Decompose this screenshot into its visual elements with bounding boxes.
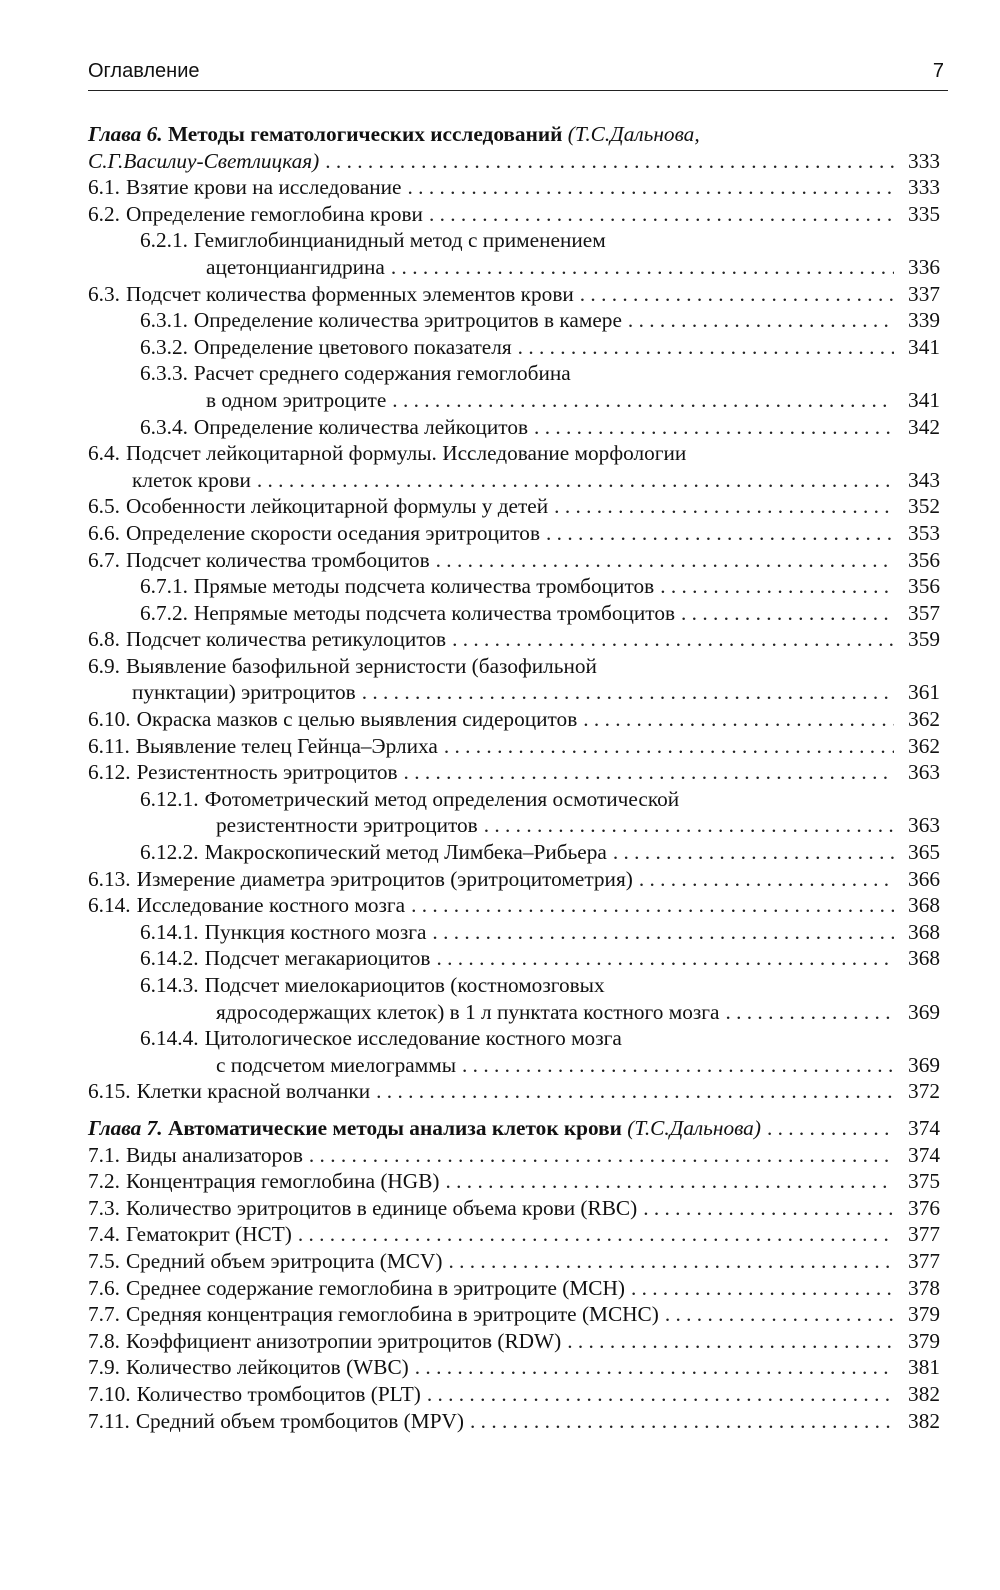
- toc-entry-number: 7.8.: [88, 1328, 120, 1353]
- toc-entry[interactable]: [88, 334, 940, 361]
- chapter-7-label: Глава 7.: [88, 1115, 163, 1140]
- toc-entry[interactable]: [88, 972, 940, 1025]
- toc-entry-page: 362: [908, 733, 940, 758]
- toc-entry-title: Макроскопический метод Лимбека–Рибьера: [204, 840, 607, 865]
- toc-entry[interactable]: [88, 1381, 940, 1408]
- toc-entry-number: 7.10.: [88, 1381, 131, 1406]
- toc-entry-title: Подсчет количества ретикулоцитов: [125, 627, 447, 652]
- toc-entry-title-cont: ядросодержащих клеток) в 1 л пунктата костного мозга: [216, 999, 720, 1024]
- toc-entry-page: 369: [908, 999, 940, 1024]
- toc-entry-page: 343: [908, 467, 940, 492]
- leader-dots: [444, 733, 894, 760]
- toc-entry-page: 365: [908, 840, 940, 865]
- toc-entry-page: 377: [908, 1248, 940, 1273]
- toc-entry-number: 7.9.: [88, 1355, 120, 1380]
- toc-entry-page: 336: [908, 254, 940, 279]
- toc-entry-title: Средняя концентрация гемоглобина в эритроците (MCHC): [125, 1302, 659, 1327]
- toc-entry[interactable]: [88, 1168, 940, 1195]
- toc-entry-title: Подсчет количества форменных элементов крови: [125, 281, 574, 306]
- toc-entry-number: 6.1.: [88, 175, 120, 200]
- leader-dots: [415, 1354, 894, 1381]
- chapter-7-authors: (Т.С.Дальнова): [627, 1115, 761, 1140]
- toc-entry-title: Гематокрит (HCT): [125, 1222, 292, 1247]
- leader-dots: [452, 626, 894, 653]
- running-title: Оглавление: [88, 60, 200, 82]
- toc-entry[interactable]: [88, 706, 940, 733]
- toc-entry-number: 7.4.: [88, 1222, 120, 1247]
- toc-entry-title: Количество тромбоцитов (PLT): [136, 1381, 421, 1406]
- leader-dots: [309, 1142, 894, 1169]
- leader-dots: [446, 1168, 895, 1195]
- leader-dots: [567, 1328, 894, 1355]
- toc-entry-page: 366: [908, 866, 940, 891]
- chapter-6-authors-line1: (Т.С.Дальнова,: [567, 122, 700, 146]
- chapter-6: [88, 121, 940, 1105]
- toc-entry-page: 363: [908, 813, 940, 838]
- toc-entry-number: 6.2.1.: [140, 228, 188, 253]
- toc-entry-title: Среднее содержание гемоглобина в эритроците (MCH): [125, 1275, 625, 1300]
- toc-entry[interactable]: [88, 227, 940, 280]
- leader-dots: [462, 1052, 894, 1079]
- toc-entry-title: Непрямые методы подсчета количества тромбоцитов: [193, 600, 676, 625]
- toc-entry-number: 7.1.: [88, 1142, 120, 1167]
- toc-entry[interactable]: [88, 573, 940, 600]
- chapter-6-entries: [88, 174, 940, 1105]
- toc-entry-title: Расчет среднего содержания гемоглобина: [193, 361, 571, 386]
- toc-entry[interactable]: [88, 360, 940, 413]
- toc-entry-title: Количество лейкоцитов (WBC): [125, 1355, 409, 1380]
- toc-entry[interactable]: [88, 626, 940, 653]
- toc-entry[interactable]: [88, 945, 940, 972]
- toc-entry[interactable]: [88, 1025, 940, 1078]
- leader-dots: [639, 866, 894, 893]
- leader-dots: [429, 201, 894, 228]
- toc-entry-number: 6.3.3.: [140, 361, 188, 386]
- leader-dots: [613, 839, 894, 866]
- leader-dots: [628, 307, 894, 334]
- toc-entry-title-cont: резистентности эритроцитов: [216, 813, 478, 838]
- toc-entry-title: Определение цветового показателя: [193, 334, 512, 359]
- toc-entry-page: 341: [908, 387, 940, 412]
- chapter-6-heading-cont: [88, 148, 940, 175]
- leader-dots: [580, 281, 894, 308]
- toc-entry-number: 6.12.: [88, 760, 131, 785]
- toc-entry-page: 339: [908, 308, 940, 333]
- toc-entry-title: Пункция костного мозга: [204, 919, 427, 944]
- toc-entry-title: Виды анализаторов: [125, 1142, 303, 1167]
- chapter-7-page: 374: [908, 1115, 940, 1140]
- toc-entry-number: 6.7.2.: [140, 600, 188, 625]
- toc-entry-title: Резистентность эритроцитов: [136, 760, 398, 785]
- toc-entry-title: Определение скорости оседания эритроцитов: [125, 520, 541, 545]
- leader-dots: [583, 706, 894, 733]
- toc-entry-title: Подсчет лейкоцитарной формулы. Исследование морфологии: [125, 441, 687, 466]
- toc-entry-title: Фотометрический метод определения осмотической: [204, 786, 680, 811]
- toc-entry-number: 6.14.3.: [140, 973, 199, 997]
- toc-entry-number: 6.14.4.: [140, 1026, 199, 1051]
- toc-entry[interactable]: [88, 414, 940, 441]
- toc-entry-page: 341: [908, 334, 940, 359]
- toc-entry-title: Измерение диаметра эритроцитов (эритроцитометрия): [136, 866, 633, 891]
- leader-dots: [432, 919, 894, 946]
- toc-entry-title: Подсчет миелокариоцитов (костномозговых: [204, 973, 605, 997]
- toc-entry-number: 6.14.: [88, 893, 131, 918]
- chapter-6-authors-line2: С.Г.Василиу-Светлицкая): [88, 148, 320, 173]
- toc-entry-page: 357: [908, 600, 940, 625]
- toc-entry-title: Подсчет мегакариоцитов: [204, 946, 431, 971]
- toc-entry[interactable]: [88, 1408, 940, 1435]
- page-number: 7: [932, 60, 944, 82]
- toc-entry-page: 359: [908, 627, 940, 652]
- toc-entry-page: 335: [908, 201, 940, 226]
- toc-entry-title: Окраска мазков с целью выявления сидероцитов: [136, 707, 578, 732]
- toc-entry-page: 363: [908, 760, 940, 785]
- leader-dots: [298, 1221, 894, 1248]
- toc-entry-number: 6.11.: [88, 733, 130, 758]
- toc-entry-title: Определение гемоглобина крови: [125, 201, 423, 226]
- toc-entry-page: 362: [908, 707, 940, 732]
- toc-entry-title: Количество эритроцитов в единице объема крови (RBC): [125, 1195, 638, 1220]
- toc-entry[interactable]: [88, 892, 940, 919]
- toc-entry-number: 6.3.2.: [140, 334, 188, 359]
- toc-entry-page: 368: [908, 893, 940, 918]
- leader-dots: [484, 812, 894, 839]
- toc-entry-page: 382: [908, 1408, 940, 1433]
- toc-entry[interactable]: [88, 1301, 940, 1328]
- toc-entry-page: 337: [908, 281, 940, 306]
- toc-entry-page: 379: [908, 1302, 940, 1327]
- toc-entry-page: 368: [908, 946, 940, 971]
- toc-entry-title: Подсчет количества тромбоцитов: [125, 547, 430, 572]
- toc-entry[interactable]: [88, 786, 940, 839]
- leader-dots: [660, 573, 894, 600]
- toc-entry-page: 333: [908, 175, 940, 200]
- toc-entry-page: 377: [908, 1222, 940, 1247]
- leader-dots: [631, 1275, 894, 1302]
- leader-dots: [554, 493, 894, 520]
- toc-entry[interactable]: [88, 600, 940, 627]
- toc-entry-number: 6.3.1.: [140, 308, 188, 333]
- toc-entry-title: Средний объем тромбоцитов (MPV): [135, 1408, 465, 1433]
- toc-entry-number: 7.6.: [88, 1275, 120, 1300]
- leader-dots: [404, 759, 894, 786]
- toc-entry-number: 6.13.: [88, 866, 131, 891]
- toc-entry-title: Особенности лейкоцитарной формулы у детей: [125, 494, 549, 519]
- toc-entry-page: 353: [908, 520, 940, 545]
- toc-entry-number: 6.6.: [88, 520, 120, 545]
- leader-dots: [436, 945, 894, 972]
- toc-entry-page: 382: [908, 1381, 940, 1406]
- toc-entry-number: 6.14.1.: [140, 919, 199, 944]
- toc-entry[interactable]: [88, 759, 940, 786]
- leader-dots: [392, 387, 894, 414]
- toc-entry-number: 6.15.: [88, 1079, 131, 1104]
- leader-dots: [448, 1248, 894, 1275]
- toc-entry[interactable]: [88, 281, 940, 308]
- toc-entry-title: Взятие крови на исследование: [125, 175, 402, 200]
- toc-entry-page: 361: [908, 680, 940, 705]
- toc-entry[interactable]: [88, 440, 940, 493]
- toc-entry-page: 352: [908, 494, 940, 519]
- toc-entry[interactable]: [88, 1275, 940, 1302]
- toc-entry[interactable]: [88, 1221, 940, 1248]
- toc-entry-title: Определение количества эритроцитов в камере: [193, 308, 622, 333]
- toc-entry-number: 6.8.: [88, 627, 120, 652]
- toc-entry-number: 7.11.: [88, 1408, 130, 1433]
- chapter-7: [88, 1115, 940, 1434]
- toc-entry-number: 6.7.: [88, 547, 120, 572]
- toc-entry-title-cont: ацетонциангидрина: [206, 254, 385, 279]
- toc-entry-number: 6.4.: [88, 441, 120, 466]
- chapter-7-heading: [88, 1115, 940, 1142]
- toc-entry-title-cont: с подсчетом миелограммы: [216, 1052, 457, 1077]
- toc-entry-number: 6.9.: [88, 653, 120, 678]
- toc-entry-title: Цитологическое исследование костного мозга: [204, 1026, 622, 1051]
- toc-entry[interactable]: [88, 866, 940, 893]
- chapter-7-entries: [88, 1142, 940, 1435]
- leader-dots: [436, 547, 894, 574]
- toc-entry-page: 356: [908, 547, 940, 572]
- toc-entry[interactable]: [88, 1078, 940, 1105]
- toc-entry[interactable]: [88, 520, 940, 547]
- table-of-contents: [88, 121, 940, 1434]
- leader-dots: [725, 999, 894, 1026]
- leader-dots: [391, 254, 894, 281]
- toc-entry-page: 378: [908, 1275, 940, 1300]
- toc-entry-title-cont: клеток крови: [132, 467, 251, 492]
- toc-entry-title-cont: в одном эритроците: [206, 387, 387, 412]
- toc-entry-number: 7.3.: [88, 1195, 120, 1220]
- toc-entry-number: 6.3.: [88, 281, 120, 306]
- toc-entry-title: Исследование костного мозга: [136, 893, 406, 918]
- toc-entry[interactable]: [88, 1195, 940, 1222]
- toc-entry[interactable]: [88, 307, 940, 334]
- toc-entry-number: 6.2.: [88, 201, 120, 226]
- leader-dots: [643, 1195, 894, 1222]
- chapter-7-title: Автоматические методы анализа клеток крови: [167, 1115, 622, 1140]
- leader-dots: [470, 1408, 894, 1435]
- toc-entry-page: 374: [908, 1142, 940, 1167]
- toc-entry-title: Гемиглобинцианидный метод с применением: [193, 228, 606, 253]
- toc-entry[interactable]: [88, 733, 940, 760]
- leader-dots: [411, 892, 894, 919]
- chapter-6-heading: [88, 121, 940, 148]
- toc-entry-title-cont: пунктации) эритроцитов: [132, 680, 356, 705]
- leader-dots: [257, 467, 894, 494]
- toc-entry[interactable]: [88, 1328, 940, 1355]
- toc-entry-number: 6.3.4.: [140, 414, 188, 439]
- leader-dots: [376, 1078, 894, 1105]
- toc-entry-number: 6.12.2.: [140, 840, 199, 865]
- toc-entry[interactable]: [88, 1142, 940, 1169]
- toc-entry-title: Клетки красной волчанки: [136, 1079, 371, 1104]
- chapter-6-label: Глава 6.: [88, 122, 163, 146]
- leader-dots: [681, 600, 894, 627]
- toc-entry-number: 7.7.: [88, 1302, 120, 1327]
- leader-dots: [362, 679, 894, 706]
- toc-entry-page: 368: [908, 919, 940, 944]
- toc-entry[interactable]: [88, 839, 940, 866]
- leader-dots: [518, 334, 894, 361]
- toc-entry-title: Прямые методы подсчета количества тромбоцитов: [193, 574, 655, 599]
- chapter-6-title: Методы гематологических исследований: [167, 122, 563, 146]
- toc-entry-title: Выявление телец Гейнца–Эрлиха: [135, 733, 438, 758]
- toc-entry-page: 369: [908, 1052, 940, 1077]
- toc-entry-title: Определение количества лейкоцитов: [193, 414, 529, 439]
- toc-entry[interactable]: [88, 493, 940, 520]
- toc-entry-page: 379: [908, 1328, 940, 1353]
- chapter-6-page: 333: [908, 148, 940, 173]
- leader-dots: [534, 414, 894, 441]
- toc-entry[interactable]: [88, 653, 940, 706]
- leader-dots: [427, 1381, 894, 1408]
- toc-entry-number: 6.12.1.: [140, 786, 199, 811]
- toc-entry-number: 7.5.: [88, 1248, 120, 1273]
- toc-entry-title: Коэффициент анизотропии эритроцитов (RDW): [125, 1328, 562, 1353]
- toc-entry[interactable]: [88, 174, 940, 201]
- toc-entry[interactable]: [88, 1248, 940, 1275]
- toc-entry-page: 356: [908, 574, 940, 599]
- leader-dots: [408, 174, 894, 201]
- toc-entry-page: 376: [908, 1195, 940, 1220]
- toc-entry[interactable]: [88, 201, 940, 228]
- toc-entry-page: 372: [908, 1079, 940, 1104]
- toc-entry-title: Концентрация гемоглобина (HGB): [125, 1169, 440, 1194]
- toc-entry-page: 375: [908, 1169, 940, 1194]
- toc-entry-number: 7.2.: [88, 1169, 120, 1194]
- toc-entry-title: Средний объем эритроцита (MCV): [125, 1248, 443, 1273]
- toc-entry[interactable]: [88, 547, 940, 574]
- toc-entry-number: 6.5.: [88, 494, 120, 519]
- leader-dots: [546, 520, 894, 547]
- toc-entry[interactable]: [88, 1354, 940, 1381]
- toc-entry-title: Выявление базофильной зернистости (базофильной: [125, 653, 597, 678]
- toc-entry-page: 342: [908, 414, 940, 439]
- toc-entry-number: 6.10.: [88, 707, 131, 732]
- leader-dots: [665, 1301, 894, 1328]
- running-header: [88, 58, 948, 91]
- toc-entry-page: 381: [908, 1355, 940, 1380]
- toc-entry-number: 6.14.2.: [140, 946, 199, 971]
- toc-entry[interactable]: [88, 919, 940, 946]
- toc-entry-number: 6.7.1.: [140, 574, 188, 599]
